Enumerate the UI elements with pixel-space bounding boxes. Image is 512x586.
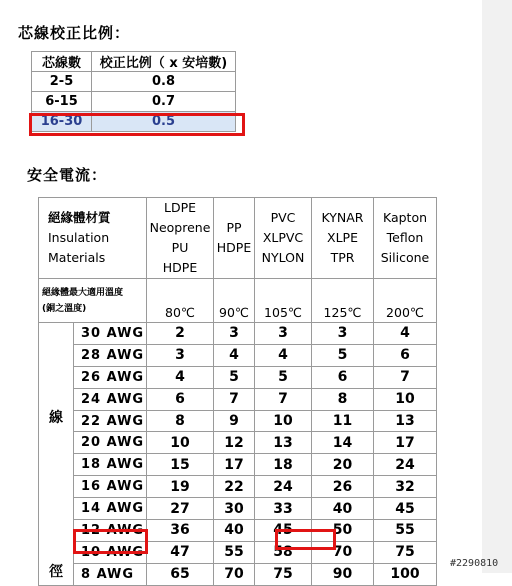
current-value-cell: 11 — [312, 410, 374, 432]
current-value-cell: 45 — [374, 498, 437, 520]
table-header-row — [32, 52, 236, 72]
temp-cell: 105℃ — [255, 279, 312, 323]
current-value-cell: 7 — [374, 366, 437, 388]
current-value-cell: 3 — [214, 323, 255, 345]
table-row — [32, 72, 236, 92]
current-value-cell: 2 — [147, 323, 214, 345]
current-value-cell: 13 — [255, 432, 312, 454]
safe-current-table — [38, 197, 437, 586]
temp-cell: 125℃ — [312, 279, 374, 323]
highlight-box-10awg — [73, 529, 148, 554]
current-value-cell: 26 — [312, 476, 374, 498]
cell-cores: 16-30 — [32, 112, 92, 132]
cell-ratio: 0.7 — [92, 92, 236, 112]
current-value-cell: 7 — [214, 388, 255, 410]
awg-cell: 8 AWG — [74, 563, 147, 585]
table-row — [32, 92, 236, 112]
current-value-cell: 18 — [255, 454, 312, 476]
current-value-cell: 27 — [147, 498, 214, 520]
awg-cell: 26 AWG — [74, 366, 147, 388]
awg-cell: 22 AWG — [74, 410, 147, 432]
highlight-box-16-30 — [29, 113, 245, 136]
current-value-cell: 70 — [214, 563, 255, 585]
current-value-cell: 33 — [255, 498, 312, 520]
table-row — [39, 498, 437, 520]
current-value-cell: 47 — [147, 541, 214, 563]
table-row — [39, 410, 437, 432]
current-value-cell: 4 — [374, 323, 437, 345]
side-label-char: 線 — [49, 410, 63, 426]
awg-cell: 12 AWG — [74, 520, 147, 542]
current-value-cell: 32 — [374, 476, 437, 498]
current-value-cell: 4 — [147, 366, 214, 388]
current-value-cell: 17 — [374, 432, 437, 454]
current-value-cell: 55 — [214, 541, 255, 563]
cell-ratio: 0.8 — [92, 72, 236, 92]
current-value-cell: 19 — [147, 476, 214, 498]
current-value-cell: 75 — [255, 563, 312, 585]
current-value-cell: 6 — [312, 366, 374, 388]
current-value-cell: 9 — [214, 410, 255, 432]
current-value-cell: 10 — [147, 432, 214, 454]
awg-cell: 16 AWG — [74, 476, 147, 498]
material-header-row — [39, 198, 437, 279]
current-value-cell: 3 — [147, 344, 214, 366]
table-row — [39, 344, 437, 366]
current-value-cell: 14 — [312, 432, 374, 454]
temperature-header-row — [39, 279, 437, 323]
ratio-section-title: 芯線校正比例： — [18, 24, 131, 42]
awg-cell: 30 AWG — [74, 323, 147, 345]
wire-gauge-side-label — [39, 323, 74, 586]
table-row — [39, 388, 437, 410]
material-col-2: PP HDPE — [214, 198, 255, 279]
cell-ratio: 0.5 — [92, 112, 236, 132]
current-value-cell: 5 — [312, 344, 374, 366]
watermark-id: #2290810 — [450, 558, 499, 569]
current-value-cell: 90 — [312, 563, 374, 585]
current-value-cell: 17 — [214, 454, 255, 476]
current-value-cell: 65 — [147, 563, 214, 585]
current-value-cell: 6 — [147, 388, 214, 410]
current-value-cell: 10 — [374, 388, 437, 410]
table-row — [39, 323, 437, 345]
temperature-header-label: 絕緣體最大適用溫度 (銅之溫度) — [39, 279, 147, 323]
header-ratio: 校正比例（ x 安培數) — [92, 52, 236, 72]
awg-cell: 20 AWG — [74, 432, 147, 454]
table-row — [39, 454, 437, 476]
current-value-cell: 58 — [255, 541, 312, 563]
current-value-cell: 45 — [255, 520, 312, 542]
header-cores: 芯線數 — [32, 52, 92, 72]
current-value-cell: 55 — [374, 520, 437, 542]
current-value-cell: 100 — [374, 563, 437, 585]
current-value-cell: 3 — [255, 323, 312, 345]
current-value-cell: 10 — [255, 410, 312, 432]
current-value-cell: 70 — [312, 541, 374, 563]
current-value-cell: 7 — [255, 388, 312, 410]
temp-cell: 200℃ — [374, 279, 437, 323]
current-value-cell: 40 — [312, 498, 374, 520]
current-value-cell: 36 — [147, 520, 214, 542]
current-value-cell: 40 — [214, 520, 255, 542]
current-value-cell: 75 — [374, 541, 437, 563]
material-col-4: KYNAR XLPE TPR — [312, 198, 374, 279]
material-col-1: LDPE Neoprene PU HDPE — [147, 198, 214, 279]
current-value-cell: 50 — [312, 520, 374, 542]
current-value-cell: 3 — [312, 323, 374, 345]
current-value-cell: 22 — [214, 476, 255, 498]
temp-cell: 90℃ — [214, 279, 255, 323]
awg-cell: 10 AWG — [74, 541, 147, 563]
current-value-cell: 8 — [147, 410, 214, 432]
current-value-cell: 20 — [312, 454, 374, 476]
awg-cell: 18 AWG — [74, 454, 147, 476]
highlight-box-58 — [275, 529, 336, 550]
awg-cell: 14 AWG — [74, 498, 147, 520]
table-row — [39, 476, 437, 498]
temp-cell: 80℃ — [147, 279, 214, 323]
current-value-cell: 4 — [255, 344, 312, 366]
material-col-3: PVC XLPVC NYLON — [255, 198, 312, 279]
right-margin-strip — [482, 0, 512, 573]
current-value-cell: 30 — [214, 498, 255, 520]
current-value-cell: 5 — [214, 366, 255, 388]
table-row — [39, 563, 437, 585]
current-value-cell: 4 — [214, 344, 255, 366]
current-value-cell: 24 — [255, 476, 312, 498]
table-row — [39, 366, 437, 388]
current-value-cell: 24 — [374, 454, 437, 476]
current-value-cell: 5 — [255, 366, 312, 388]
material-header-label: 絕緣體材質 Insulation Materials — [39, 198, 147, 279]
current-value-cell: 6 — [374, 344, 437, 366]
awg-cell: 28 AWG — [74, 344, 147, 366]
side-label-char: 徑 — [49, 564, 63, 580]
cell-cores: 2-5 — [32, 72, 92, 92]
awg-cell: 24 AWG — [74, 388, 147, 410]
material-col-5: Kapton Teflon Silicone — [374, 198, 437, 279]
current-section-title: 安全電流： — [27, 166, 108, 184]
current-value-cell: 8 — [312, 388, 374, 410]
current-value-cell: 13 — [374, 410, 437, 432]
table-row — [39, 432, 437, 454]
current-value-cell: 15 — [147, 454, 214, 476]
current-value-cell: 12 — [214, 432, 255, 454]
cell-cores: 6-15 — [32, 92, 92, 112]
